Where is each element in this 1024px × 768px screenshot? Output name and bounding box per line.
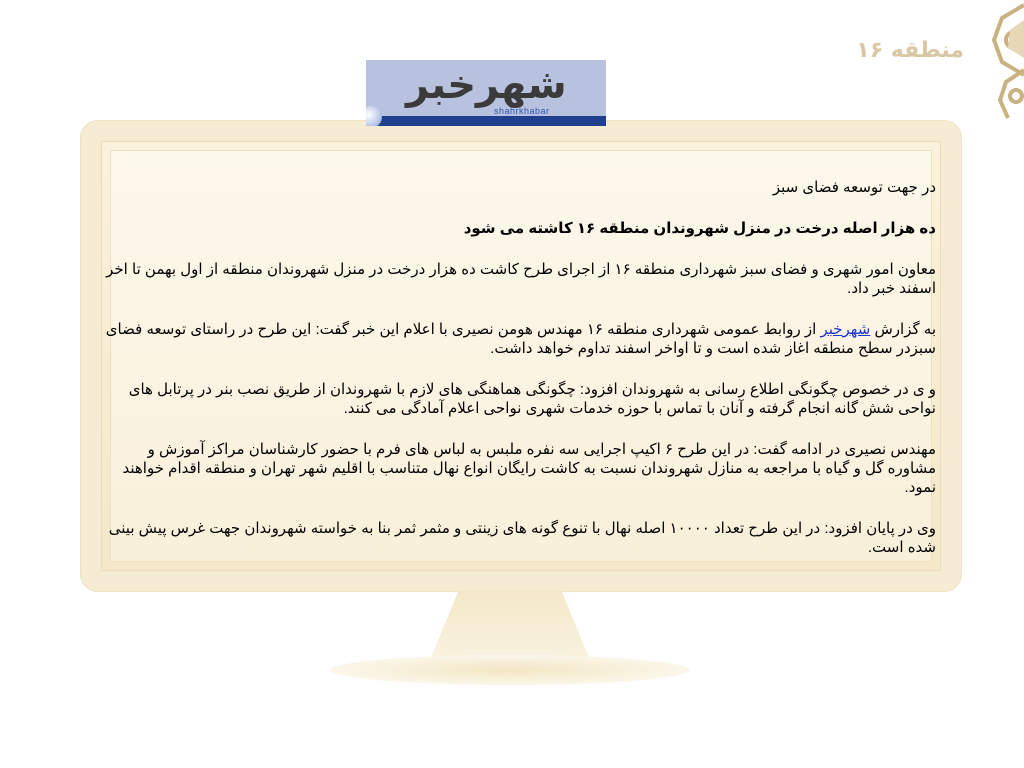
article-kicker: در جهت توسعه فضای سبز xyxy=(772,179,936,196)
shahrkhabar-logo xyxy=(366,60,606,126)
article-paragraph-2 xyxy=(96,320,936,358)
paragraph-2-rest: از روابط عمومی شهرداری منطقه ۱۶ مهندس هومن نصیری با اعلام این خبر گفت: این طرح در راستای توسعه فضای سبزدر سطح منطقه اغاز شده است و تا اواخر اسفند تداوم خواهد داشت. xyxy=(105,321,936,357)
logo-swoosh xyxy=(366,116,606,126)
background-monitor-base xyxy=(330,655,690,685)
article-paragraph-5: وی در پایان افزود: در این طرح تعداد ۱۰۰۰۰ اصله نهال با تنوع گونه های زینتی و مثمر ثمر بنا به خواسته شهروندان جهت غرس پیش بینی شده است. xyxy=(108,520,936,556)
article-headline: ده هزار اصله درخت در منزل شهروندان منطقه ۱۶ کاشته می شود xyxy=(463,220,936,237)
paragraph-2-prefix: به گزارش xyxy=(874,321,936,338)
article-body xyxy=(96,178,936,579)
logo-latin-text: shahrkhabar xyxy=(494,106,550,116)
arabesque-ornament-icon xyxy=(964,0,1024,120)
article-paragraph-4: مهندس نصیری در ادامه گفت: در این طرح ۶ اکیپ اجرایی سه نفره ملبس به لباس های فرم با حضور کارشناسان مراکز آموزش و مشاوره گل و گیاه با مراجعه به منازل شهروندان نسبت به کاشت رایگان انواع نهال متناسب با اقلیم شهر تهران و منطقه اقدام خواهند نمود. xyxy=(122,441,936,496)
region-label: منطقه ۱۶ xyxy=(856,38,964,63)
article-paragraph-3: و ی در خصوص چگونگی اطلاع رسانی به شهروندان افزود: چگونگی هماهنگی های لازم با شهروندان از طریق نصب بنر در پرتابل های نواحی شش گانه انجام گرفته و آنان با تماس با حوزه خدمات شهری نواحی اعلام آمادگی می کنند. xyxy=(128,381,936,417)
logo-globe-icon xyxy=(366,106,382,126)
article-paragraph-1: معاون امور شهری و فضای سبز شهرداری منطقه ۱۶ از اجرای طرح کاشت ده هزار درخت در منزل شهروندان منطقه از اول بهمن تا اخر اسفند خبر داد. xyxy=(106,261,936,297)
background-monitor-stand xyxy=(430,590,590,660)
logo-wordmark: شهرخبر xyxy=(406,62,567,108)
region-brand xyxy=(834,0,1024,120)
source-link[interactable]: شهرخبر xyxy=(820,321,871,338)
